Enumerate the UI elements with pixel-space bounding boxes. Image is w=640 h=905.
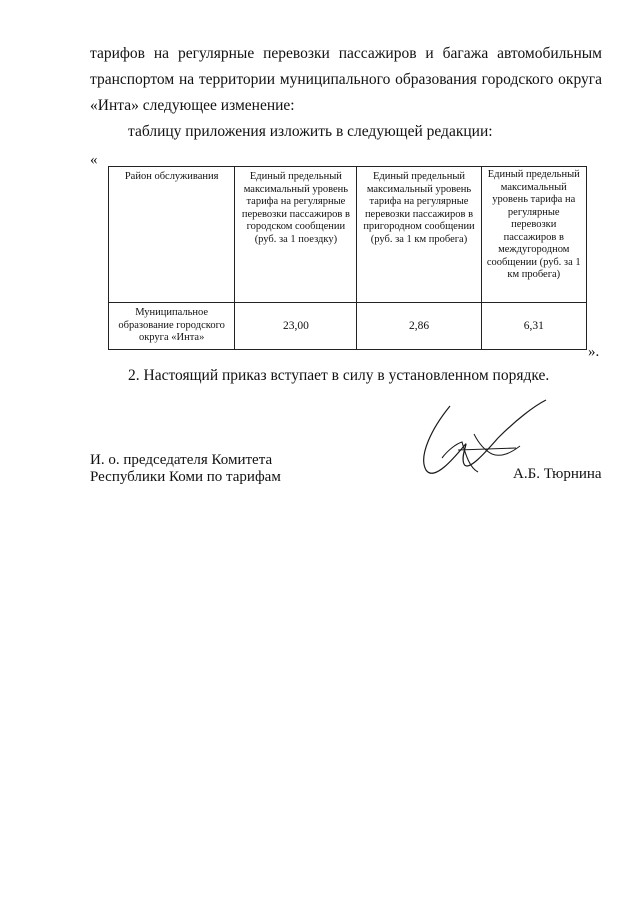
opening-quote-mark: « <box>90 152 98 168</box>
body-text-line: «Инта» следующее изменение: <box>90 97 295 114</box>
signer-title-line: И. о. председателя Комитета <box>90 452 273 468</box>
body-text-line: транспортом на территории муниципального образования городского округа <box>90 71 602 88</box>
header-service-area: Район обслуживания <box>109 167 235 303</box>
cell-intercity-tariff: 6,31 <box>481 303 586 350</box>
cell-service-area: Муниципальное образование городского округа «Инта» <box>109 303 235 350</box>
table-intro-text: таблицу приложения изложить в следующей редакции: <box>128 123 493 140</box>
signer-title-line: Республики Коми по тарифам <box>90 469 281 485</box>
signer-title <box>90 452 281 486</box>
table-row <box>109 303 587 350</box>
header-city-tariff: Единый предельный максимальный уровень тарифа на регулярные перевозки пассажиров в городском сообщении (руб. за 1 поездку) <box>235 167 357 303</box>
table-header-row <box>109 167 587 303</box>
body-text-line: тарифов на регулярные перевозки пассажиров и багажа автомобильным <box>90 45 602 62</box>
cell-city-tariff: 23,00 <box>235 303 357 350</box>
header-intercity-tariff: Единый предельный максимальный уровень тарифа на регулярные перевозки пассажиров в междугородном сообщении (руб. за 1 км пробега) <box>481 167 586 303</box>
cell-suburban-tariff: 2,86 <box>357 303 481 350</box>
header-suburban-tariff: Единый предельный максимальный уровень тарифа на регулярные перевозки пассажиров в пригородном сообщении (руб. за 1 км пробега) <box>357 167 481 303</box>
order-item-2: 2. Настоящий приказ вступает в силу в установленном порядке. <box>128 367 550 384</box>
tariff-table <box>108 166 587 350</box>
closing-quote-mark: ». <box>588 344 600 360</box>
signer-name: А.Б. Тюрнина <box>513 466 602 482</box>
